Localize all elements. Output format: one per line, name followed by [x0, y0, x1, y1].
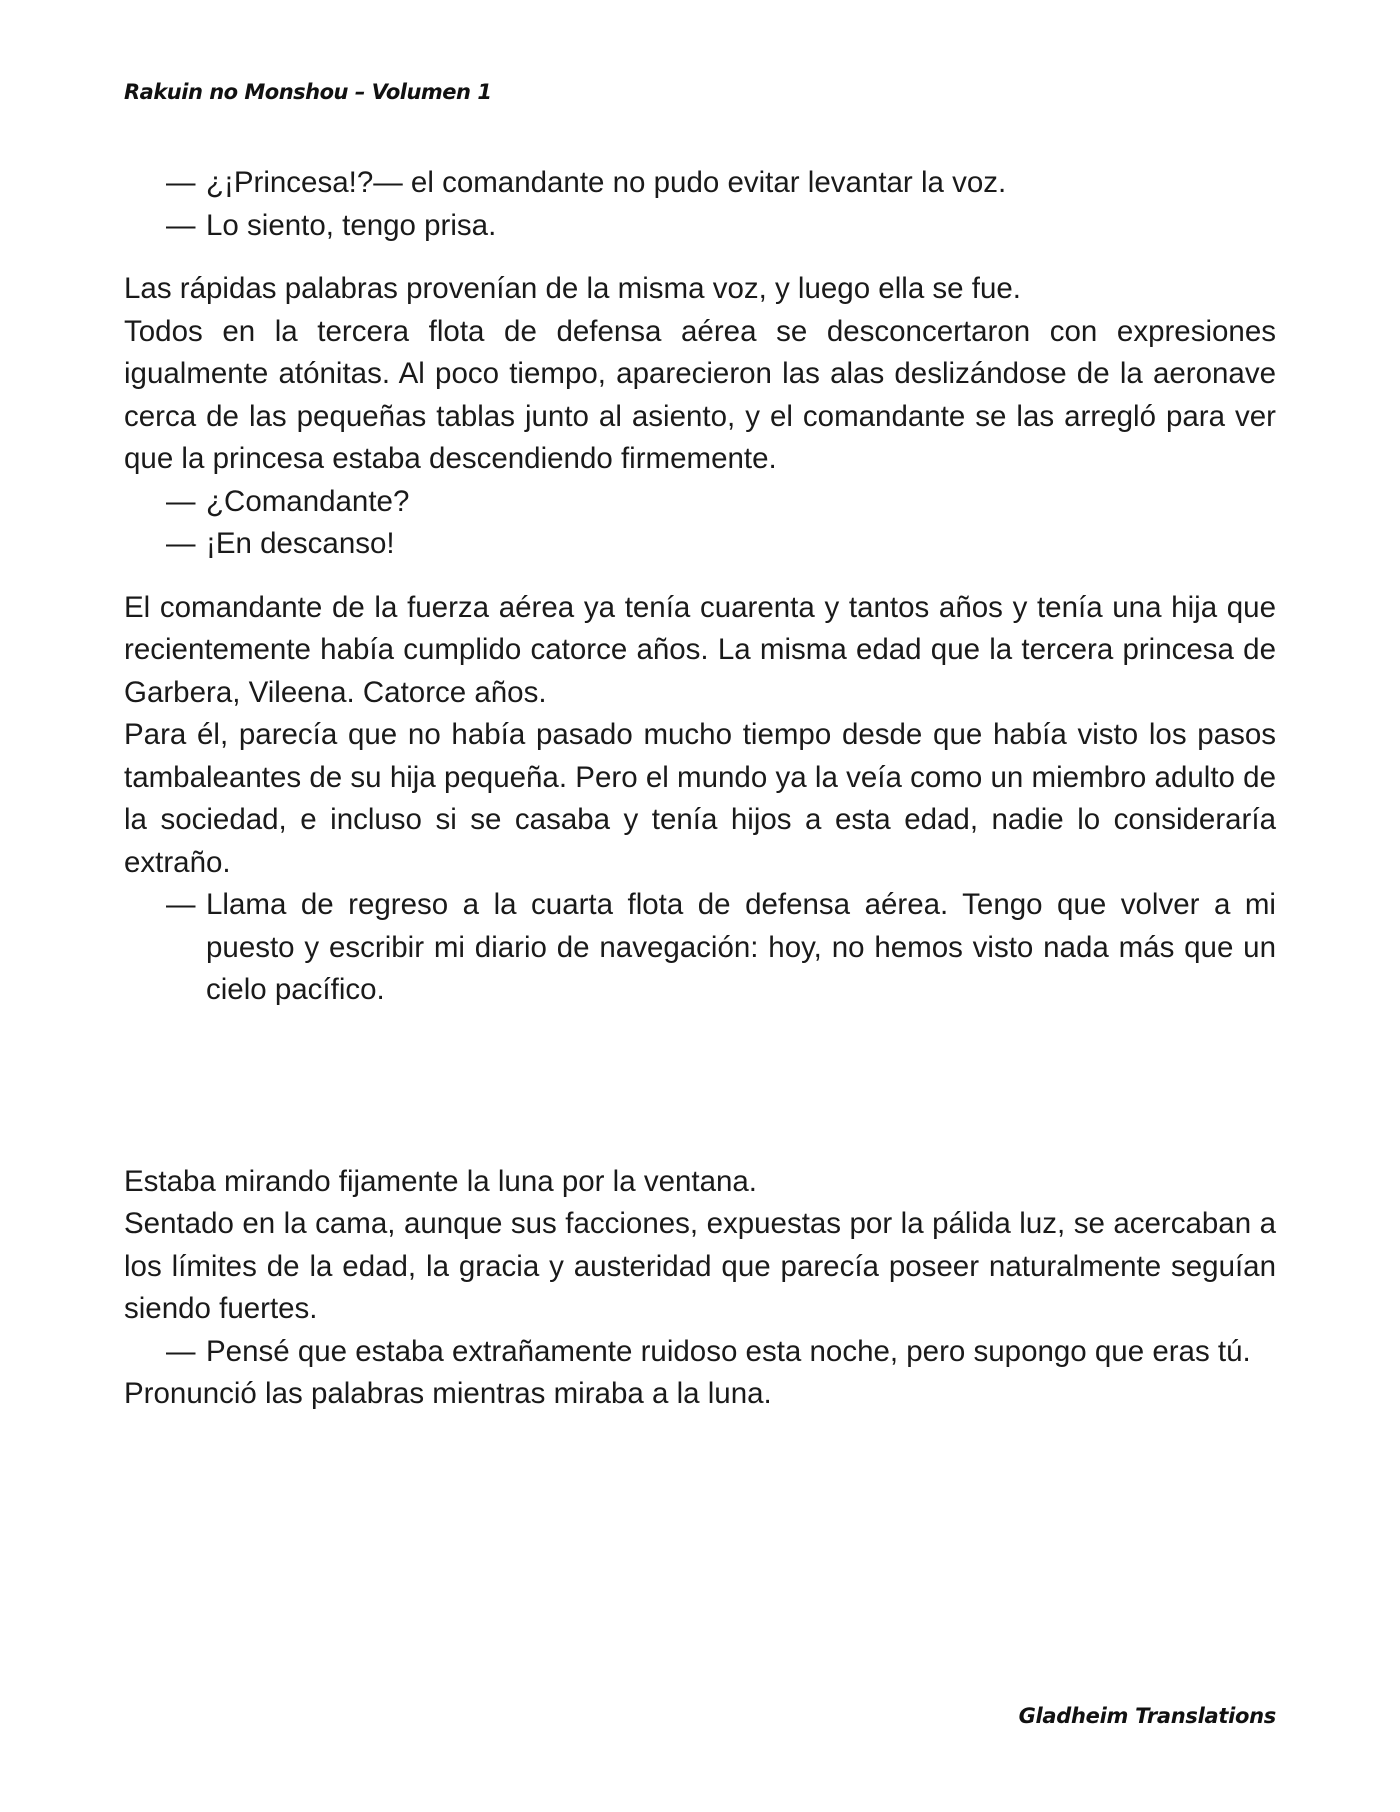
dialogue-line	[124, 1331, 1276, 1374]
dialogue-group	[124, 481, 1276, 566]
dialogue-text: ¡En descanso!	[206, 527, 395, 560]
scene-break	[124, 1012, 1276, 1161]
dialogue-line	[124, 523, 1276, 566]
page-content	[124, 162, 1276, 1416]
paragraph: Todos en la tercera flota de defensa aérea se desconcertaron con expresiones igualmente atónitas. Al poco tiempo, aparecieron las alas deslizándose de la aeronave cerca de las pequeñas tablas junto al asiento, y el comandante se las arregló para ver que la princesa estaba descendiendo firmemente.	[124, 314, 1276, 475]
paragraph: Pronunció las palabras mientras miraba a la luna.	[124, 1377, 772, 1410]
dialogue-dash: —	[166, 527, 196, 560]
dialogue-line	[124, 162, 1276, 205]
paragraph: Para él, parecía que no había pasado mucho tiempo desde que había visto los pasos tambaleantes de su hija pequeña. Pero el mundo ya la veía como un miembro adulto de la sociedad, e incluso si se casaba y tenía hijos a esta edad, nadie lo consideraría extraño.	[124, 718, 1276, 879]
dialogue-text: Llama de regreso a la cuarta flota de defensa aérea. Tengo que volver a mi puesto y escribir mi diario de navegación: hoy, no hemos visto nada más que un cielo pacífico.	[206, 888, 1276, 1006]
page-footer: Gladheim Translations	[1018, 1704, 1276, 1728]
dialogue-text: Lo siento, tengo prisa.	[206, 208, 497, 242]
dialogue-group	[124, 162, 1276, 247]
dialogue-line	[124, 884, 1276, 1012]
dialogue-line	[124, 205, 1276, 248]
dialogue-dash: —	[166, 208, 196, 242]
dialogue-dash: —	[166, 1334, 196, 1368]
dialogue-text: Pensé que estaba extrañamente ruidoso esta noche, pero supongo que eras tú.	[206, 1334, 1251, 1368]
dialogue-text: ¿¡Princesa!?— el comandante no pudo evitar levantar la voz.	[206, 166, 1007, 199]
dialogue-dash: —	[166, 484, 196, 518]
paragraph: Estaba mirando fijamente la luna por la ventana.	[124, 1164, 757, 1198]
page-header: Rakuin no Monshou – Volumen 1	[124, 80, 492, 104]
dialogue-dash: —	[166, 888, 196, 921]
paragraph: Las rápidas palabras provenían de la misma voz, y luego ella se fue.	[124, 272, 1021, 305]
paragraph: Sentado en la cama, aunque sus facciones, expuestas por la pálida luz, se acercaban a los límites de la edad, la gracia y austeridad que parecía poseer naturalmente seguían siendo fuertes.	[124, 1207, 1276, 1325]
paragraph: El comandante de la fuerza aérea ya tenía cuarenta y tantos años y tenía una hija que recientemente había cumplido catorce años. La misma edad que la tercera princesa de Garbera, Vileena. Catorce años.	[124, 590, 1276, 709]
dialogue-line	[124, 481, 1276, 524]
dialogue-text: ¿Comandante?	[206, 484, 410, 518]
dialogue-dash: —	[166, 166, 196, 199]
